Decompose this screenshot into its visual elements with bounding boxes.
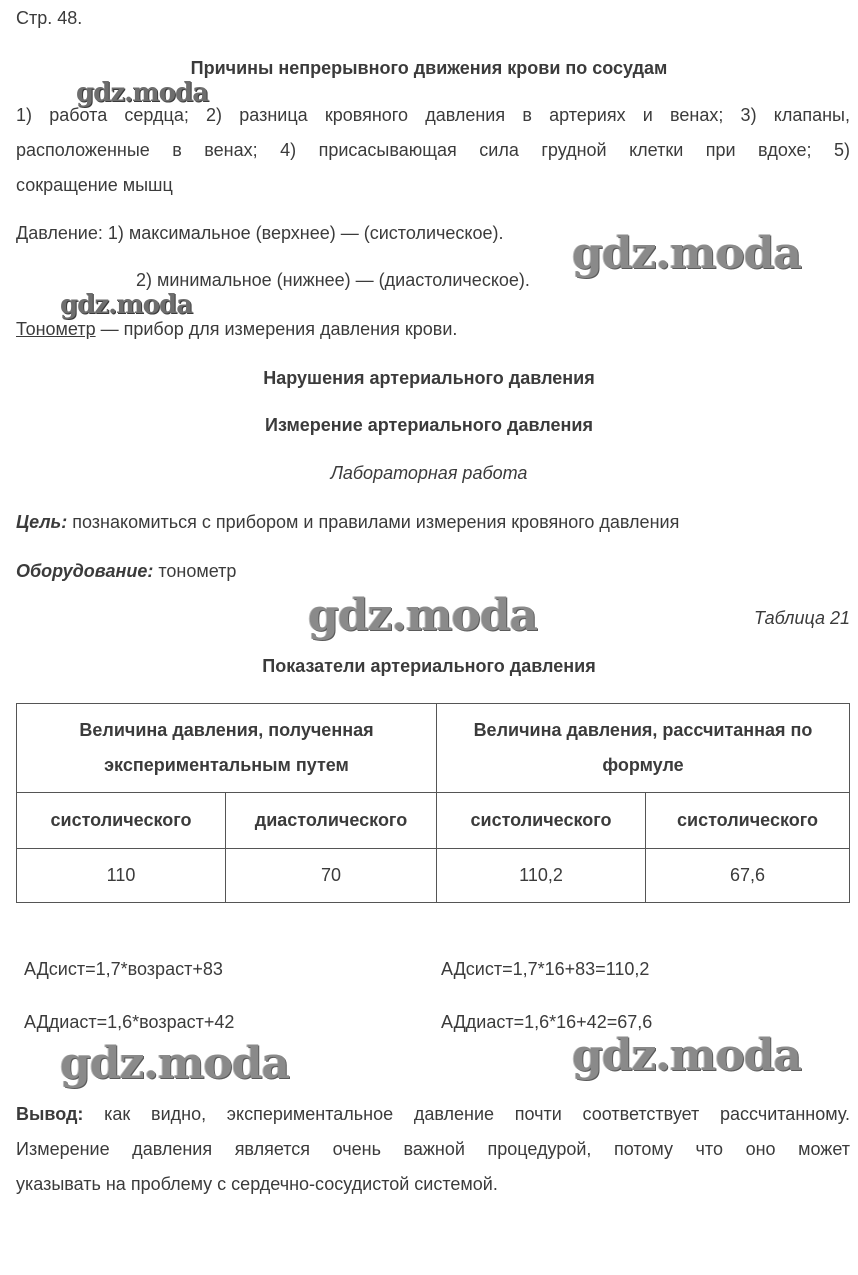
formula-systolic-calc: АДсист=1,7*16+83=110,2: [441, 959, 650, 979]
conclusion-line-2: Измерение давления является очень важной процедурой, потому что оно может: [16, 1139, 850, 1159]
value-calc-systolic: 110,2: [437, 849, 646, 903]
header-experimental: Величина давления, полученная экспериментальным путем: [17, 704, 437, 793]
table-number: Таблица 21: [753, 608, 850, 628]
section-title-blood-flow: Причины непрерывного движения крови по сосудам: [190, 58, 668, 78]
watermark-logo: gdz.moda: [60, 290, 193, 320]
formula-diastolic-calc: АДдиаст=1,6*16+42=67,6: [441, 1012, 653, 1032]
tonometer-text: — прибор для измерения давления крови.: [95, 319, 458, 339]
header-calculated: Величина давления, рассчитанная по формуле: [437, 704, 850, 793]
formula-systolic-general: АДсист=1,7*возраст+83: [24, 959, 223, 979]
reasons-line-2: расположенные в венах; 4) присасывающая сила грудной клетки при вдохе; 5): [16, 140, 850, 160]
table-row: [17, 849, 850, 903]
subheader-calc-second: систолического: [646, 793, 850, 849]
subheader-exp-systolic: систолического: [17, 793, 226, 849]
conclusion-line-1: [16, 1097, 850, 1132]
tonometer-term: Тонометр: [16, 319, 96, 339]
reasons-line-1: 1) работа сердца; 2) разница кровяного давления в артериях и венах; 3) клапаны,: [16, 105, 850, 125]
conclusion-line-1-text: как видно, экспериментальное давление почти соответствует рассчитанному.: [83, 1104, 850, 1124]
subheader-calc-systolic: систолического: [437, 793, 646, 849]
value-exp-systolic: 110: [17, 849, 226, 903]
heading-lab-work: Лабораторная работа: [330, 463, 528, 483]
subheader-exp-diastolic: диастолического: [226, 793, 437, 849]
table-caption: Показатели артериального давления: [262, 656, 596, 676]
page-number: Стр. 48.: [16, 8, 83, 28]
goal-label: Цель:: [16, 512, 68, 532]
pressure-max: Давление: 1) максимальное (верхнее) — (систолическое).: [16, 223, 504, 243]
equipment: [16, 561, 236, 582]
conclusion-label: Вывод:: [16, 1104, 84, 1124]
table-header-row: [17, 704, 850, 793]
equipment-label: Оборудование:: [16, 561, 154, 581]
blood-pressure-table: [16, 703, 850, 903]
equipment-text: тонометр: [153, 561, 237, 581]
heading-measurement: Измерение артериального давления: [265, 415, 593, 435]
watermark-logo: gdz.moda: [60, 1038, 290, 1089]
watermark-logo: gdz.moda: [572, 228, 802, 279]
value-exp-diastolic: 70: [226, 849, 437, 903]
value-calc-second: 67,6: [646, 849, 850, 903]
pressure-min: 2) минимальное (нижнее) — (диастолическое).: [136, 270, 530, 290]
conclusion: [16, 1097, 850, 1202]
watermark-logo: gdz.moda: [76, 78, 209, 108]
tonometer-definition: [16, 319, 457, 340]
goal-text: познакомиться с прибором и правилами измерения кровяного давления: [67, 512, 680, 532]
watermark-logo: gdz.moda: [572, 1030, 802, 1081]
watermark-logo: gdz.moda: [308, 590, 538, 641]
conclusion-line-3: указывать на проблему с сердечно-сосудистой системой.: [16, 1174, 498, 1194]
formula-diastolic-general: АДдиаст=1,6*возраст+42: [24, 1012, 235, 1032]
heading-disorders: Нарушения артериального давления: [263, 368, 595, 388]
goal: [16, 512, 679, 533]
table-subheader-row: [17, 793, 850, 849]
blood-flow-reasons: [16, 98, 850, 203]
reasons-line-3: сокращение мышц: [16, 175, 173, 195]
